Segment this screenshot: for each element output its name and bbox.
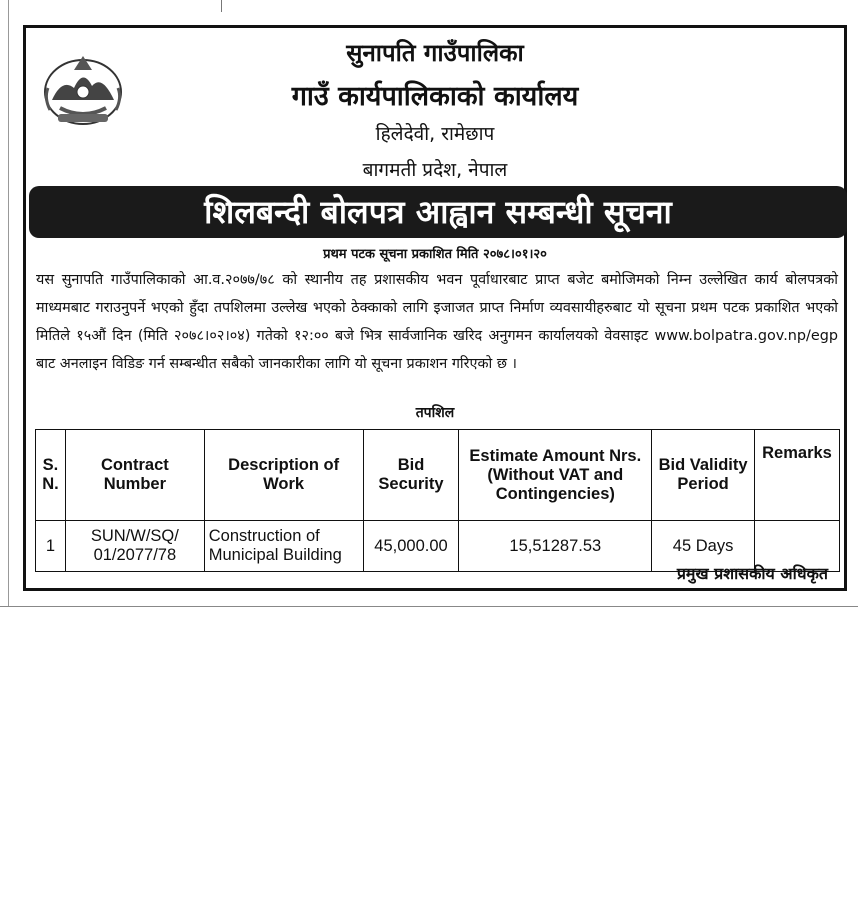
address-line-2: बागमती प्रदेश, नेपाल xyxy=(362,159,508,181)
header-remarks: Remarks xyxy=(754,430,839,521)
table-header-row xyxy=(36,430,840,521)
header-sn: S. N. xyxy=(36,430,66,521)
cell-estimate-amount: 15,51287.53 xyxy=(459,521,652,572)
bid-details-table xyxy=(35,429,840,572)
header-contract-number: Contract Number xyxy=(65,430,204,521)
header-bid-validity: Bid Validity Period xyxy=(652,430,755,521)
cell-bid-security: 45,000.00 xyxy=(363,521,459,572)
tender-notice xyxy=(23,25,847,591)
header-bid-security: Bid Security xyxy=(363,430,459,521)
header-description: Description of Work xyxy=(204,430,363,521)
cell-sn: 1 xyxy=(36,521,66,572)
municipality-name: सुनापति गाउँपालिका xyxy=(346,39,524,67)
signatory-title: प्रमुख प्रशासकीय अधिकृत xyxy=(676,564,828,583)
table-caption: तपशिल xyxy=(415,405,455,421)
crop-mark xyxy=(221,0,222,12)
cell-bid-validity: 45 Days xyxy=(652,521,755,572)
cell-contract-number: SUN/W/SQ/ 01/2077/78 xyxy=(65,521,204,572)
office-name: गाउँ कार्यपालिकाको कार्यालय xyxy=(291,81,579,112)
notice-body: यस सुनापति गाउँपालिकाको आ.व.२०७७/७८ को स्थानीय तह प्रशासकीय भवन पूर्वाधारबाट प्राप्त बजेट बमोजिमको निम्न उल्लेखित कार्य बोलपत्रको माध्यमबाट गराउनुपर्ने भएको हुँदा तपशिलमा उल्लेख भएको ठेक्काको लागि इजाजत प्राप्त निर्माण व्यवसायीहरुबाट यो सूचना प्रथम पटक प्रकाशित भएको मितिले १५औं दिन (मिति २०७८।०२।०४) गतेको १२:०० बजे भित्र सार्वजानिक खरिद अनुगमन कार्यालयको वेवसाइट www.bolpatra.gov.np/egp बाट अनलाइन विडिङ गर्न सम्बन्धीत सबैको जानकारीका लागि यो सूचना प्रकाशन गरिएको छ । xyxy=(36,272,838,372)
crop-mark-bottom xyxy=(0,606,858,607)
address-line-1: हिलेदेवी, रामेछाप xyxy=(375,123,495,145)
publication-date: प्रथम पटक सूचना प्रकाशित मिति २०७८।०१।२० xyxy=(323,247,547,262)
cell-description: Construction of Municipal Building xyxy=(204,521,363,572)
header-estimate-amount: Estimate Amount Nrs.(Without VAT and Contingencies) xyxy=(459,430,652,521)
crop-mark-left xyxy=(8,0,9,606)
notice-title-banner: शिलबन्दी बोलपत्र आह्वान सम्बन्धी सूचना xyxy=(29,186,847,238)
